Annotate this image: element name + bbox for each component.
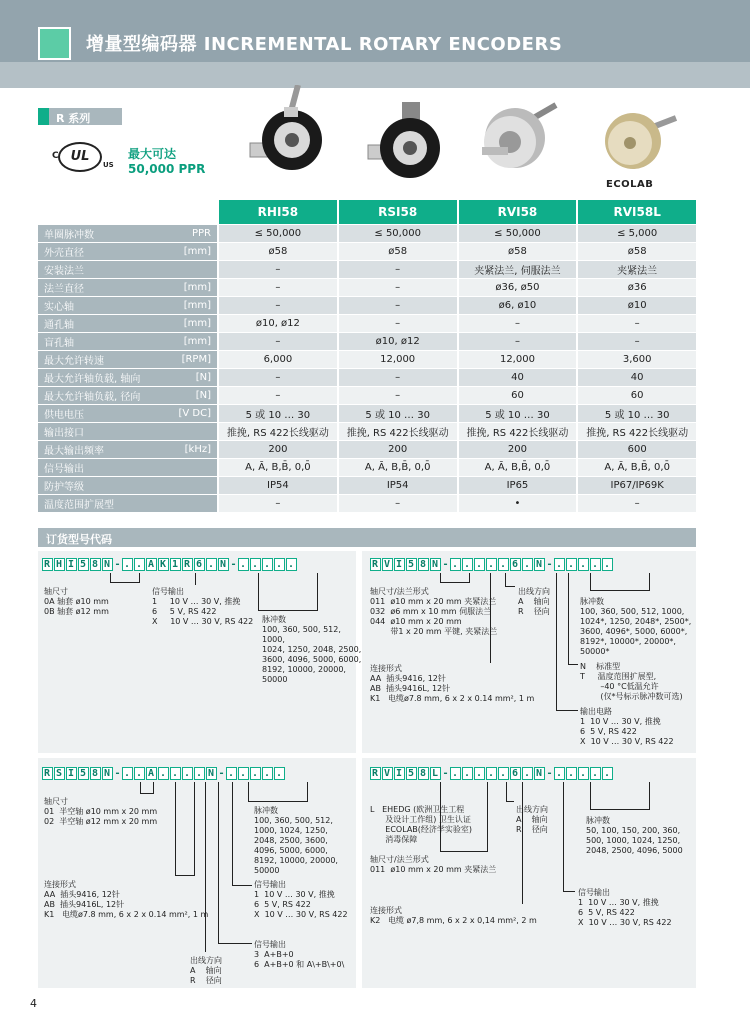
spec-cell: ø58: [577, 242, 696, 260]
spec-cell: 40: [458, 368, 578, 386]
spec-label-text: 输出接口: [44, 427, 84, 439]
order-code-bar: [38, 528, 696, 547]
code-char: .: [135, 559, 144, 570]
spec-cell: 推挽, RS 422长线驱动: [577, 422, 696, 440]
max-value: 50,000 PPR: [128, 162, 206, 176]
p3-line-direction: [205, 782, 206, 952]
code-char: .: [499, 559, 508, 570]
spec-cell: IP67/IP69K: [577, 476, 696, 494]
code-char: R: [371, 559, 380, 570]
code-char: R: [371, 768, 380, 779]
p4-bracket-pulse: [590, 782, 650, 810]
code-char: -: [218, 768, 226, 779]
header-square-icon: [38, 27, 71, 60]
spec-cell: ø58: [458, 242, 578, 260]
spec-cell: A, Ā, B,B̄, 0,0̄: [577, 458, 696, 476]
code-char: .: [123, 768, 132, 779]
p4-signal: 信号输出 1 10 V … 30 V, 推挽 6 5 V, RS 422 X 10 V … 30 V, RS 422: [578, 888, 672, 927]
spec-label-text: 信号输出: [44, 463, 84, 475]
code-char: S: [55, 768, 64, 779]
code-char: N: [207, 768, 216, 779]
code-char: -: [114, 559, 122, 570]
spec-unit: [N]: [195, 371, 211, 383]
code-char: .: [451, 559, 460, 570]
code-char: .: [591, 559, 600, 570]
page-number: 4: [30, 997, 37, 1010]
spec-cell: 推挽, RS 422长线驱动: [458, 422, 578, 440]
spec-cell: –: [218, 386, 338, 404]
code-char: -: [546, 768, 554, 779]
code-char: N: [103, 559, 112, 570]
p2-temp: N 标准型 T 温度范围扩展型, –40 °C低温允许 (仅*号标示脉冲数可选): [580, 662, 683, 701]
code-char: .: [475, 768, 484, 779]
code-char: .: [487, 768, 496, 779]
code-char: .: [239, 768, 248, 779]
code-char: .: [555, 768, 564, 779]
spec-row: [38, 242, 696, 260]
order-code-rvi58l: [370, 767, 614, 780]
code-char: R: [183, 559, 192, 570]
code-char: 8: [419, 768, 428, 779]
p2-line-signal: [556, 573, 578, 711]
spec-label-text: 供电电压: [44, 409, 84, 421]
spec-row-label: [38, 260, 218, 278]
code-char: .: [523, 559, 532, 570]
code-char: 6: [195, 559, 204, 570]
spec-cell: –: [338, 386, 458, 404]
spec-label-text: 盲孔轴: [44, 337, 74, 349]
p1-shaft: 轴尺寸 0A 轴套 ø10 mm 0B 轴套 ø12 mm: [44, 587, 109, 616]
spec-row: [38, 404, 696, 422]
code-char: 5: [407, 768, 416, 779]
code-char: N: [219, 559, 228, 570]
code-char: R: [43, 559, 52, 570]
spec-row-label: [38, 440, 218, 458]
model-header: RVI58: [458, 200, 578, 224]
code-char: .: [123, 559, 132, 570]
code-char: 8: [419, 559, 428, 570]
p4-pulse: 脉冲数 50, 100, 150, 200, 360, 500, 1000, 1024, 1250, 2048, 2500, 4096, 5000: [586, 816, 683, 855]
code-char: 5: [407, 559, 416, 570]
spec-cell: 60: [577, 386, 696, 404]
spec-unit: [mm]: [183, 281, 211, 293]
spec-row-label: [38, 350, 218, 368]
p1-pulse: 脉冲数 100, 360, 500, 512, 1000, 1024, 1250, 2048, 2500, 3600, 4096, 5000, 6000, 8192, 10000, 20000, 50000: [262, 615, 362, 684]
code-char: 1: [171, 559, 180, 570]
p4-line-connection: [522, 782, 523, 904]
spec-unit: PPR: [191, 227, 211, 239]
spec-cell: –: [218, 278, 338, 296]
code-char: N: [535, 559, 544, 570]
rvi58l-product-image: [588, 103, 678, 178]
spec-unit: [V DC]: [178, 407, 211, 419]
spec-cell: IP54: [338, 476, 458, 494]
rvi58-product-image: [470, 100, 560, 180]
max-label: 最大可达: [128, 147, 177, 161]
spec-row-label: [38, 458, 218, 476]
spec-cell: 5 或 10 … 30: [458, 404, 578, 422]
spec-unit: [mm]: [183, 317, 211, 329]
order-code-rvi58: [370, 558, 614, 571]
spec-row: [38, 458, 696, 476]
spec-row: [38, 368, 696, 386]
spec-cell: IP54: [218, 476, 338, 494]
code-char: .: [251, 768, 260, 779]
p2-bracket-pulse: [590, 573, 650, 591]
spec-corner: [38, 200, 218, 224]
spec-cell: 200: [218, 440, 338, 458]
ecolab-logo: ECOLAB: [606, 179, 654, 190]
spec-cell: –: [338, 314, 458, 332]
spec-row: [38, 296, 696, 314]
code-char: -: [230, 559, 238, 570]
p3-shaft: 轴尺寸 01 半空轴 ø10 mm x 20 mm 02 半空轴 ø12 mm x 20 mm: [44, 797, 158, 826]
page-title: 增量型编码器 INCREMENTAL ROTARY ENCODERS: [86, 34, 563, 55]
code-char: .: [451, 768, 460, 779]
code-char: .: [263, 559, 272, 570]
code-char: I: [395, 559, 404, 570]
p3-pulse: 脉冲数 100, 360, 500, 512, 1000, 1024, 1250, 2048, 2500, 3600, 4096, 5000, 6000, 8192, 10000, 20000, 50000: [254, 806, 338, 875]
rhi58-product-image: [240, 85, 330, 185]
code-char: 8: [91, 768, 100, 779]
code-char: N: [431, 559, 440, 570]
spec-cell: ø36: [577, 278, 696, 296]
code-char: .: [135, 768, 144, 779]
spec-label-text: 通孔轴: [44, 319, 74, 331]
spec-row: [38, 422, 696, 440]
code-char: .: [475, 559, 484, 570]
spec-row: [38, 386, 696, 404]
code-char: .: [523, 768, 532, 779]
code-char: -: [114, 768, 122, 779]
spec-cell: –: [338, 494, 458, 512]
ul-logo-icon: UL: [58, 142, 102, 172]
series-label: [38, 108, 122, 125]
p2-direction: 出线方向 A 轴向 R 径向: [518, 587, 550, 616]
spec-label-text: 温度范围扩展型: [44, 499, 114, 511]
code-char: .: [555, 559, 564, 570]
p3-connection: 连接形式 AA 插头9416, 12针 AB 插头9416L, 12针 K1 电缆ø7.8 mm, 6 x 2 x 0.14 mm², 1 m: [44, 880, 209, 919]
code-char: .: [579, 559, 588, 570]
spec-unit: [mm]: [183, 245, 211, 257]
spec-label-text: 安装法兰: [44, 265, 84, 277]
p3-signal-2: 信号输出 3 A+B+0 6 A+B+0 和 A\+B\+0\: [254, 940, 345, 969]
spec-cell: 12,000: [338, 350, 458, 368]
code-char: .: [159, 768, 168, 779]
p2-connection: 连接形式 AA 插头9416, 12针 AB 插头9416L, 12针 K1 电缆ø7.8 mm, 6 x 2 x 0.14 mm², 1 m: [370, 664, 535, 703]
p3-bracket-shaft: [140, 782, 154, 794]
model-header: RHI58: [218, 200, 338, 224]
spec-cell: 5 或 10 … 30: [577, 404, 696, 422]
spec-cell: –: [338, 368, 458, 386]
code-char: .: [603, 559, 612, 570]
spec-label-text: 单圈脉冲数: [44, 229, 94, 241]
p2-line-connection: [490, 573, 491, 663]
p3-bracket-pulse: [248, 782, 308, 802]
p2-line-direction: [505, 573, 515, 587]
spec-cell: 6,000: [218, 350, 338, 368]
cert-us: US: [103, 161, 114, 169]
p1-bracket-shaft: [110, 573, 140, 583]
code-char: .: [591, 768, 600, 779]
code-char: V: [383, 768, 392, 779]
code-char: .: [275, 768, 284, 779]
p2-pulse: 脉冲数 100, 360, 500, 512, 1000, 1024*, 1250, 2048*, 2500*, 3600, 4096*, 5000, 6000*, 8192*, 10000*, 20000*, 50000*: [580, 597, 692, 656]
spec-row: [38, 278, 696, 296]
code-char: I: [67, 559, 76, 570]
spec-unit: [kHz]: [184, 443, 211, 455]
code-char: 6: [511, 559, 520, 570]
p3-signal: 信号输出 1 10 V … 30 V, 推挽 6 5 V, RS 422 X 10 V … 30 V, RS 422: [254, 880, 348, 919]
spec-row: [38, 440, 696, 458]
spec-cell: 200: [338, 440, 458, 458]
spec-cell: –: [338, 260, 458, 278]
spec-cell: •: [458, 494, 578, 512]
spec-cell: A, Ā, B,B̄, 0,0̄: [458, 458, 578, 476]
spec-row-label: [38, 242, 218, 260]
p4-bracket-shaft: [440, 782, 488, 852]
code-char: 5: [79, 559, 88, 570]
spec-row-label: [38, 368, 218, 386]
code-char: 6: [511, 768, 520, 779]
code-char: A: [147, 559, 156, 570]
code-char: -: [442, 768, 450, 779]
cert-c: C: [52, 151, 59, 161]
spec-cell: –: [218, 296, 338, 314]
p1-signal: 信号输出 1 10 V … 30 V, 推挽 6 5 V, RS 422 X 10 V … 30 V, RS 422: [152, 587, 254, 626]
p3-direction: 出线方向 A 轴向 R 径向: [190, 956, 222, 985]
spec-row: [38, 332, 696, 350]
p1-line-signal: [195, 573, 196, 585]
code-char: I: [67, 768, 76, 779]
code-char: L: [431, 768, 440, 779]
spec-cell: ≤ 50,000: [458, 224, 578, 242]
spec-cell: 夹紧法兰: [577, 260, 696, 278]
spec-cell: –: [338, 296, 458, 314]
spec-cell: –: [458, 332, 578, 350]
spec-cell: 5 或 10 … 30: [218, 404, 338, 422]
spec-row-label: [38, 314, 218, 332]
spec-row-label: [38, 332, 218, 350]
spec-row: [38, 224, 696, 242]
spec-cell: ø10, ø12: [338, 332, 458, 350]
header-subbar: [0, 62, 750, 88]
spec-table: [38, 200, 696, 512]
code-char: 5: [79, 768, 88, 779]
spec-row: [38, 494, 696, 512]
p4-l: L EHEDG (欧洲卫生工程 及设计工作组) 卫生认证 ECOLAB(经济学实验室) 消毒保障: [370, 805, 473, 844]
code-char: -: [546, 559, 554, 570]
spec-cell: ø58: [338, 242, 458, 260]
spec-cell: ø10: [577, 296, 696, 314]
p4-shaft: 轴尺寸/法兰形式 011 ø10 mm x 20 mm 夹紧法兰: [370, 855, 497, 874]
spec-cell: 推挽, RS 422长线驱动: [338, 422, 458, 440]
code-char: .: [171, 768, 180, 779]
code-char: R: [43, 768, 52, 779]
order-code-rhi58: [42, 558, 298, 571]
spec-cell: –: [218, 368, 338, 386]
spec-label-text: 最大输出频率: [44, 445, 104, 457]
code-char: .: [251, 559, 260, 570]
code-char: .: [287, 559, 296, 570]
code-char: V: [383, 559, 392, 570]
spec-row-label: [38, 386, 218, 404]
spec-row-label: [38, 224, 218, 242]
p2-bracket-shaft: [440, 573, 470, 583]
code-char: I: [395, 768, 404, 779]
code-char: .: [463, 768, 472, 779]
code-char: .: [227, 768, 236, 779]
spec-row: [38, 350, 696, 368]
spec-cell: –: [458, 314, 578, 332]
spec-cell: IP65: [458, 476, 578, 494]
code-char: -: [442, 559, 450, 570]
spec-cell: –: [338, 278, 458, 296]
spec-unit: [mm]: [183, 299, 211, 311]
spec-cell: 200: [458, 440, 578, 458]
code-char: .: [567, 768, 576, 779]
spec-row-label: [38, 404, 218, 422]
spec-label-text: 最大允许轴负载, 轴向: [44, 373, 141, 385]
spec-label-text: 最大允许轴负载, 径向: [44, 391, 141, 403]
code-char: H: [55, 559, 64, 570]
spec-row-label: [38, 296, 218, 314]
spec-cell: ø58: [218, 242, 338, 260]
spec-cell: –: [218, 332, 338, 350]
model-header: RVI58L: [577, 200, 696, 224]
spec-label-text: 最大允许转速: [44, 355, 104, 367]
code-char: 8: [91, 559, 100, 570]
spec-cell: ≤ 5,000: [577, 224, 696, 242]
spec-unit: [N]: [195, 389, 211, 401]
spec-row: [38, 314, 696, 332]
spec-cell: 600: [577, 440, 696, 458]
spec-row-label: [38, 494, 218, 512]
spec-unit: [RPM]: [181, 353, 211, 365]
code-char: .: [499, 768, 508, 779]
p2-signal: 输出电路 1 10 V … 30 V, 推挽 6 5 V, RS 422 X 10 V … 30 V, RS 422: [580, 707, 674, 746]
spec-cell: 40: [577, 368, 696, 386]
spec-cell: A, Ā, B,B̄, 0,0̄: [338, 458, 458, 476]
spec-label-text: 外壳直径: [44, 247, 84, 259]
code-char: .: [487, 559, 496, 570]
spec-cell: –: [218, 494, 338, 512]
spec-cell: 推挽, RS 422长线驱动: [218, 422, 338, 440]
code-char: A: [147, 768, 156, 779]
spec-cell: –: [577, 314, 696, 332]
spec-row-label: [38, 278, 218, 296]
spec-row-label: [38, 476, 218, 494]
spec-cell: 3,600: [577, 350, 696, 368]
code-char: .: [239, 559, 248, 570]
code-char: K: [159, 559, 168, 570]
code-char: .: [263, 768, 272, 779]
order-code-rsi58: [42, 767, 286, 780]
spec-cell: 夹紧法兰, 伺服法兰: [458, 260, 578, 278]
spec-cell: 60: [458, 386, 578, 404]
series-accent-bar: [38, 108, 49, 125]
spec-row: [38, 260, 696, 278]
spec-cell: –: [218, 260, 338, 278]
p3-bracket-connection: [175, 782, 195, 876]
spec-cell: A, Ā, B,B̄, 0,0̄: [218, 458, 338, 476]
spec-cell: ø10, ø12: [218, 314, 338, 332]
code-char: .: [579, 768, 588, 779]
spec-unit: [mm]: [183, 335, 211, 347]
order-code-title: 订货型号代码: [46, 533, 112, 546]
code-char: .: [603, 768, 612, 779]
code-char: .: [207, 559, 216, 570]
spec-label-text: 防护等级: [44, 481, 84, 493]
spec-cell: ø6, ø10: [458, 296, 578, 314]
spec-cell: –: [577, 494, 696, 512]
spec-cell: ø36, ø50: [458, 278, 578, 296]
spec-label-text: 法兰直径: [44, 283, 84, 295]
p4-line-direction: [506, 782, 514, 802]
spec-label-text: 实心轴: [44, 301, 74, 313]
rsi58-product-image: [360, 100, 450, 190]
code-char: .: [183, 768, 192, 779]
spec-cell: 5 或 10 … 30: [338, 404, 458, 422]
p4-connection: 连接形式 K2 电缆 ø7,8 mm, 6 x 2 x 0,14 mm², 2 m: [370, 906, 537, 925]
code-char: N: [535, 768, 544, 779]
p4-line-signal: [563, 782, 575, 892]
spec-cell: ≤ 50,000: [338, 224, 458, 242]
spec-cell: 12,000: [458, 350, 578, 368]
code-char: .: [567, 559, 576, 570]
spec-row: [38, 476, 696, 494]
code-char: .: [195, 768, 204, 779]
spec-cell: –: [577, 332, 696, 350]
p4-direction: 出线方向 A 轴向 R 径向: [516, 805, 548, 834]
code-char: .: [463, 559, 472, 570]
spec-row-label: [38, 422, 218, 440]
p3-line-signal-2: [218, 782, 252, 944]
code-char: .: [275, 559, 284, 570]
p2-shaft: 轴尺寸/法兰形式 011 ø10 mm x 20 mm 夹紧法兰 032 ø6 mm x 10 mm 伺服法兰 044 ø10 mm x 20 mm 带1 x 20 mm 平键, 夹紧法兰: [370, 587, 498, 636]
spec-cell: ≤ 50,000: [218, 224, 338, 242]
p1-bracket-pulse: [258, 573, 318, 611]
code-char: N: [103, 768, 112, 779]
series-title: R 系列: [56, 112, 91, 125]
model-header: RSI58: [338, 200, 458, 224]
